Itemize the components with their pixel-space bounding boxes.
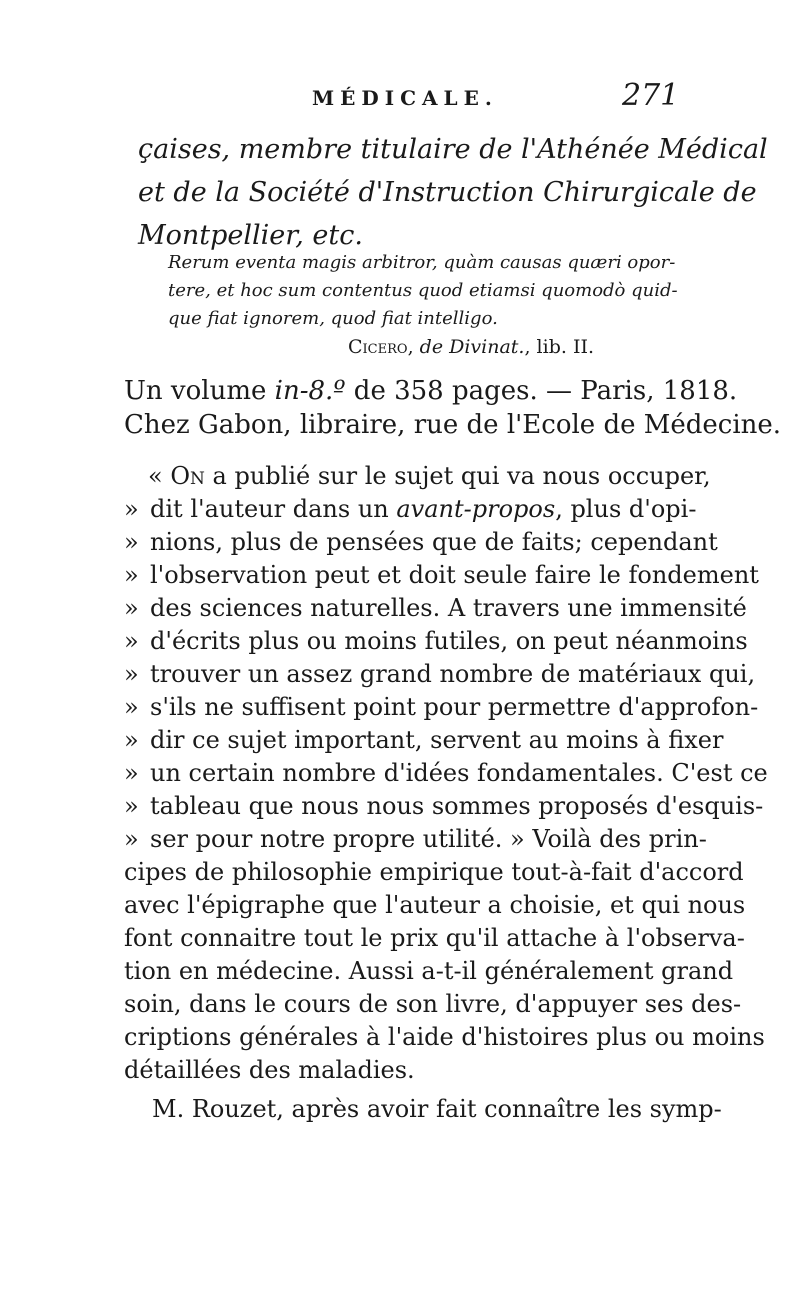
body-line: avec l'épigraphe que l'auteur a choisie, et qui nous xyxy=(124,891,746,919)
body-line-text: nions, plus de pensées que de faits; cependant xyxy=(150,528,718,556)
epigraph-line: Rerum eventa magis arbitror, quàm causas quæri opor- xyxy=(168,252,676,273)
body-line-text: d'écrits plus ou moins futiles, on peut néanmoins xyxy=(150,627,748,655)
body-line xyxy=(124,528,718,556)
body-line-text: trouver un assez grand nombre de matériaux qui, xyxy=(150,660,756,688)
body-line: criptions générales à l'aide d'histoires plus ou moins xyxy=(124,1023,765,1051)
citation-book: , lib. II. xyxy=(524,336,594,358)
opening-quote-mark: « xyxy=(148,462,163,490)
first-word: On xyxy=(170,462,205,490)
body-line-text: ser pour notre propre utilité. » Voilà des prin- xyxy=(150,825,707,853)
running-head xyxy=(0,78,800,126)
quote-mark: » xyxy=(124,825,139,853)
body-line-text: dir ce sujet important, servent au moins à fixer xyxy=(150,726,724,754)
body-line-text: l'observation peut et doit seule faire le fondement xyxy=(150,561,759,589)
body-line: détaillées des maladies. xyxy=(124,1056,415,1084)
body-line xyxy=(124,627,748,655)
quote-mark: » xyxy=(124,759,139,787)
body-line xyxy=(124,825,707,853)
body-line xyxy=(124,726,723,754)
citation-author: Cicero xyxy=(348,336,408,358)
body-line-text: tableau que nous nous sommes proposés d'esquis- xyxy=(150,792,764,820)
body-line: M. Rouzet, après avoir fait connaître les symp- xyxy=(152,1095,722,1123)
epigraph-line: tere, et hoc sum contentus quod etiamsi quomodò quid- xyxy=(168,280,678,301)
title-line: çaises, membre titulaire de l'Athénée Médical xyxy=(138,134,768,165)
body-line: soin, dans le cours de son livre, d'appuyer ses des- xyxy=(124,990,742,1018)
body-line-text: des sciences naturelles. A travers une immensité xyxy=(150,594,747,622)
epigraph-line: que fiat ignorem, quod fiat intelligo. xyxy=(168,308,498,329)
quote-mark: » xyxy=(124,726,139,754)
body-line xyxy=(124,660,755,688)
publication-line xyxy=(124,376,737,406)
citation-separator: , xyxy=(407,336,420,358)
body-line-text: , plus d'opi- xyxy=(555,495,697,523)
body-line xyxy=(148,462,711,490)
page-number: 271 xyxy=(622,78,680,113)
title-line: et de la Société d'Instruction Chirurgicale de xyxy=(138,177,757,208)
epigraph-citation xyxy=(348,336,594,358)
body-line-text: a publié sur le sujet qui va nous occuper, xyxy=(204,462,711,490)
body-line xyxy=(124,759,768,787)
quote-mark: » xyxy=(124,528,139,556)
body-line-text: s'ils ne suffisent point pour permettre d'approfon- xyxy=(150,693,759,721)
quote-mark: » xyxy=(124,495,139,523)
body-line: tion en médecine. Aussi a-t-il généralement grand xyxy=(124,957,734,985)
title-line: Montpellier, etc. xyxy=(138,220,363,251)
body-line xyxy=(124,495,696,523)
publication-format: in-8.º xyxy=(274,376,346,406)
publication-line1-start: Un volume xyxy=(124,376,275,406)
body-line xyxy=(124,693,758,721)
quote-mark: » xyxy=(124,561,139,589)
body-line xyxy=(124,594,747,622)
quote-mark: » xyxy=(124,660,139,688)
avant-propos-term: avant-propos xyxy=(396,495,556,523)
publication-line1-end: de 358 pages. — Paris, 1818. xyxy=(345,376,738,406)
quote-mark: » xyxy=(124,627,139,655)
citation-work: de Divinat. xyxy=(419,336,525,358)
publication-line: Chez Gabon, libraire, rue de l'Ecole de Médecine. xyxy=(124,410,782,440)
body-line-text: dit l'auteur dans un xyxy=(150,495,397,523)
quote-mark: » xyxy=(124,594,139,622)
quote-mark: » xyxy=(124,792,139,820)
running-title: MÉDICALE. xyxy=(312,86,498,110)
body-line-text: un certain nombre d'idées fondamentales. C'est ce xyxy=(150,759,768,787)
body-line xyxy=(124,561,759,589)
body-line xyxy=(124,792,763,820)
quote-mark: » xyxy=(124,693,139,721)
body-line: cipes de philosophie empirique tout-à-fait d'accord xyxy=(124,858,744,886)
body-line: font connaitre tout le prix qu'il attache à l'observa- xyxy=(124,924,745,952)
